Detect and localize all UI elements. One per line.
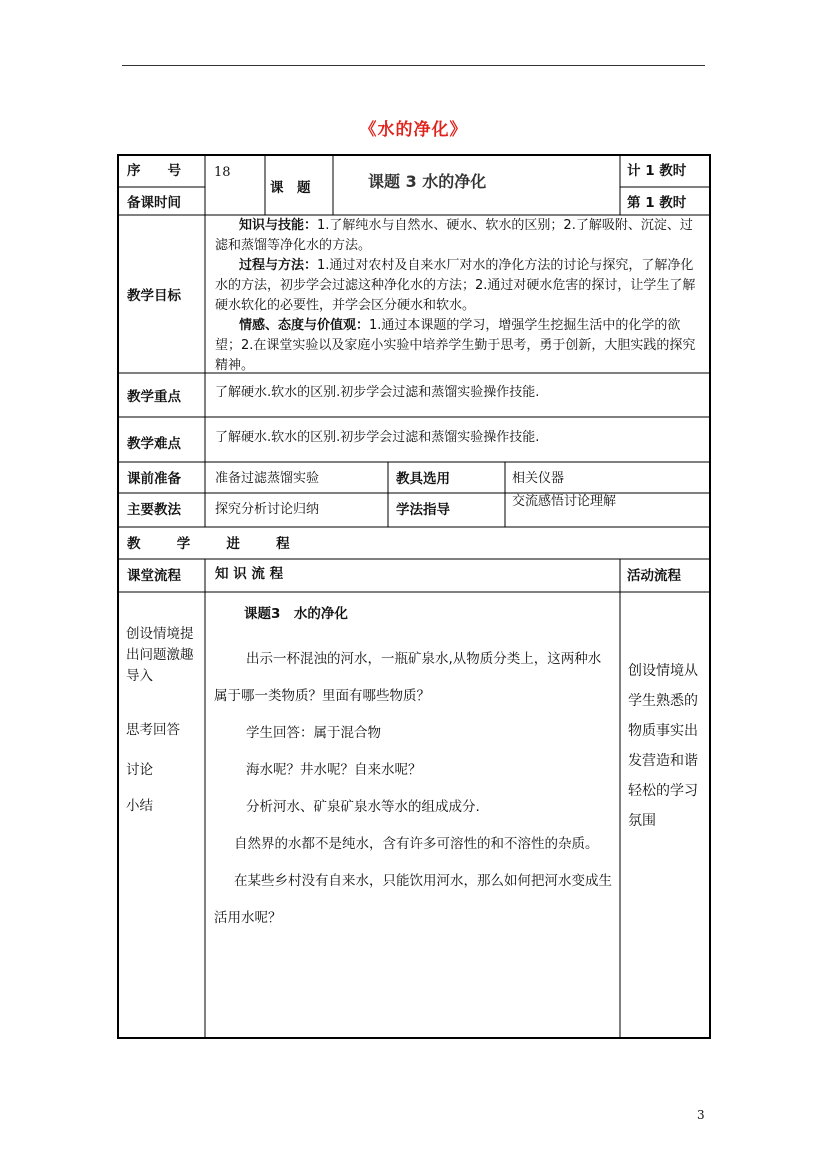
knowledge-subtitle: 课题3 水的净化 [244, 606, 348, 622]
hour-current: 第 1 教时 [627, 195, 687, 211]
goal-process: 过程与方法：1.通过对农村及自来水厂对水的净化方法的讨论与探究，了解净化水的方法，初步学会过滤这种净化水的方法；2.通过对硬水危害的探讨，让学生了解硬水软化的必要性，并学会区分硬水和软水。 [215, 258, 696, 313]
document-title: 《水的净化》 [359, 120, 468, 140]
preparation-label: 课前准备 [127, 471, 181, 487]
knowledge-paragraph: 出示一杯混浊的河水，一瓶矿泉水,从物质分类上，这两种水属于哪一类物质？里面有哪些物质？ [214, 651, 602, 704]
difficulties-label: 教学难点 [127, 436, 181, 452]
activity-text: 创设情境从学生熟悉的物质事实出发营造和谐轻松的学习氛围 [628, 663, 698, 829]
goals-text [215, 216, 705, 376]
page-number: 3 [697, 1108, 705, 1122]
goal-attitude: 情感、态度与价值观：1.通过本课题的学习，增强学生挖掘生活中的化学的欲望；2.在课堂实验以及家庭小实验中培养学生勤于思考，勇于创新，大胆实践的探究精神。 [215, 318, 696, 373]
difficulties-text: 了解硬水.软水的区别.初步学会过滤和蒸馏实验操作技能. [215, 430, 540, 445]
flow-item-discuss: 讨论 [126, 762, 153, 778]
flow-item-intro: 创设情境提出问题激趣导入 [126, 626, 194, 684]
column-knowledge: 知 识 流 程 [215, 566, 284, 582]
knowledge-paragraph: 分析河水、矿泉矿泉水等水的组成成分. [246, 799, 480, 815]
knowledge-paragraph: 自然界的水都不是纯水，含有许多可溶性的和不溶性的杂质。 [234, 836, 599, 852]
column-activity: 活动流程 [627, 568, 681, 584]
tools-text: 相关仪器 [512, 471, 565, 486]
goals-label: 教学目标 [127, 288, 181, 304]
study-text: 交流感悟讨论理解 [512, 494, 617, 509]
knowledge-paragraph: 海水呢？井水呢？自来水呢？ [246, 762, 422, 778]
topic-label: 课 题 [270, 180, 311, 196]
seq-value: 18 [214, 165, 231, 180]
prep-time-label: 备课时间 [127, 195, 181, 211]
methods-text: 探究分析讨论归纳 [215, 502, 320, 517]
flow-item-summary: 小结 [126, 798, 153, 814]
preparation-text: 准备过滤蒸馏实验 [215, 471, 320, 486]
methods-label: 主要教法 [127, 502, 181, 518]
header-rule [122, 65, 705, 66]
knowledge-body [214, 641, 614, 937]
key-points-label: 教学重点 [127, 389, 181, 405]
goal-knowledge: 知识与技能：1.了解纯水与自然水、硬水、软水的区别；2.了解吸附、沉淀、过滤和蒸馏等净化水的方法。 [215, 218, 693, 253]
hours-total: 计 1 教时 [627, 163, 687, 179]
key-points-text: 了解硬水.软水的区别.初步学会过滤和蒸馏实验操作技能. [215, 385, 540, 400]
column-flow: 课堂流程 [127, 568, 181, 584]
process-heading: 教 学 进 程 [127, 536, 296, 552]
knowledge-paragraph: 学生回答：属于混合物 [246, 725, 381, 741]
knowledge-paragraph: 在某些乡村没有自来水，只能饮用河水，那么如何把河水变成生活用水呢？ [214, 873, 612, 926]
seq-label: 序 号 [127, 163, 181, 179]
topic-title: 课题 3 水的净化 [368, 172, 487, 191]
flow-item-answer: 思考回答 [126, 722, 180, 738]
study-label: 学法指导 [396, 502, 450, 518]
tools-label: 教具选用 [396, 471, 450, 487]
